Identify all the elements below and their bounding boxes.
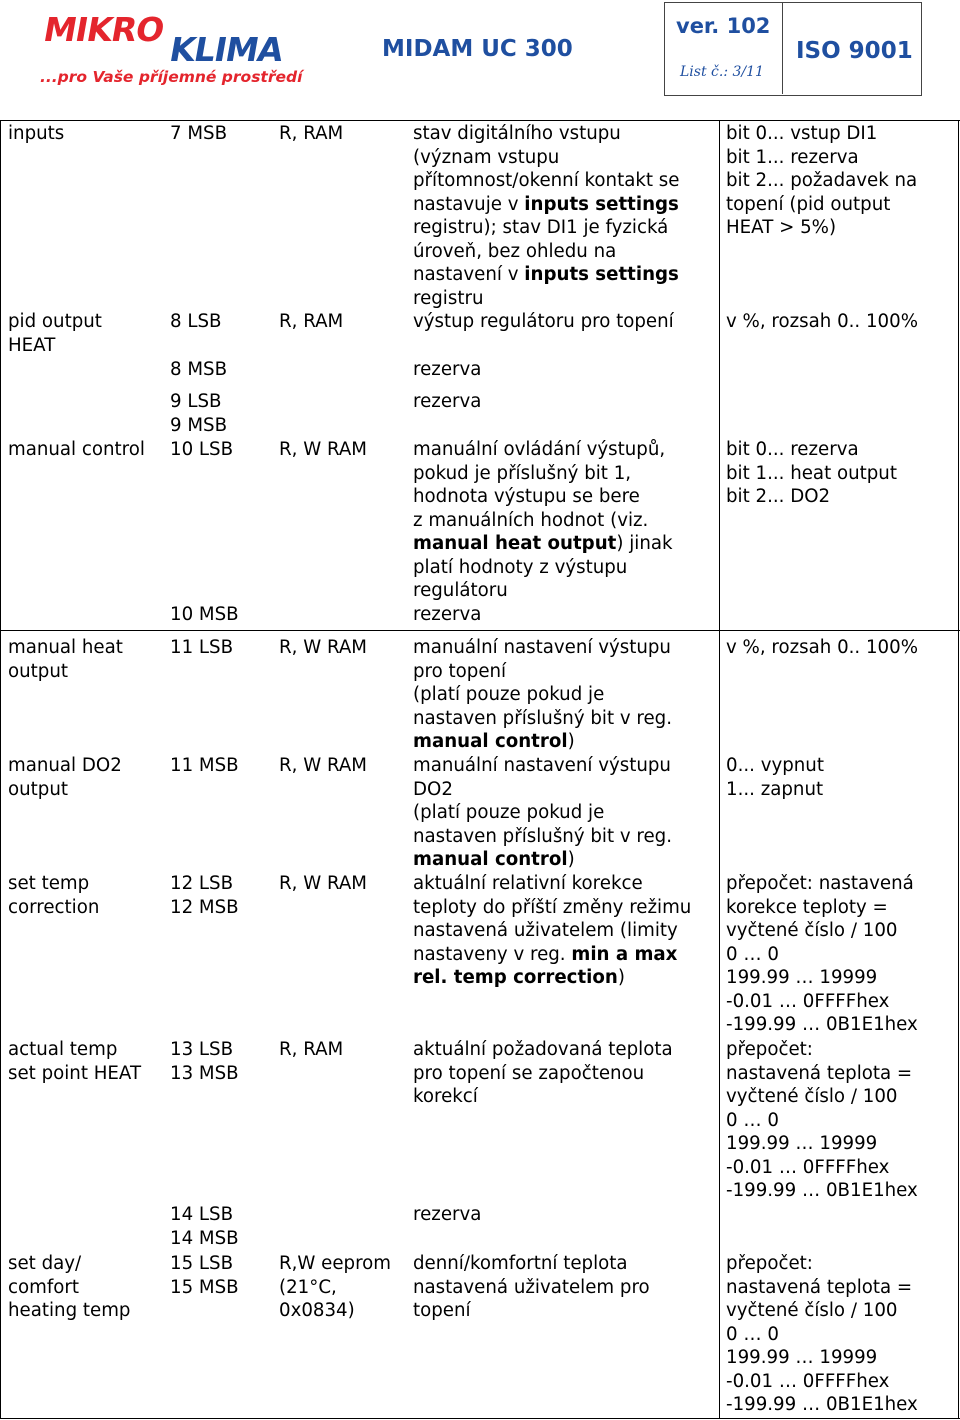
register-description: rezerva bbox=[413, 604, 482, 625]
register-note: přepočet: nastavená teplota = vyčtené číslo / 100 0 … 0 199.99 … 19999 -0.01 … 0FFFFhex -199.99 … 0B1E1hex bbox=[726, 1253, 918, 1415]
register-access: R, RAM bbox=[279, 1039, 344, 1060]
register-access: R, W RAM bbox=[279, 637, 367, 658]
register-description: manuální nastavení výstupu DO2 (platí pouze pokud je nastaven příslušný bit v reg. manual control) bbox=[413, 755, 673, 870]
register-name: manual heat output bbox=[8, 637, 123, 682]
register-byte: 9 LSB 9 MSB bbox=[170, 391, 228, 436]
register-note: v %, rozsah 0.. 100% bbox=[726, 637, 918, 658]
register-name: actual temp set point HEAT bbox=[8, 1039, 142, 1084]
table-row-reserve-14 bbox=[0, 1203, 960, 1251]
register-access: R, W RAM bbox=[279, 439, 367, 460]
register-access: R,W eeprom (21°C, 0x0834) bbox=[279, 1253, 392, 1321]
register-description: rezerva bbox=[413, 359, 482, 380]
register-byte: 8 LSB bbox=[170, 311, 222, 332]
register-description: výstup regulátoru pro topení bbox=[413, 311, 674, 332]
table-row-reserve-8msb bbox=[0, 358, 960, 382]
register-byte: 13 LSB 13 MSB bbox=[170, 1039, 239, 1084]
register-description: aktuální relativní korekce teploty do příští změny režimu nastavená uživatelem (limity nastaveny v reg. min a max rel. temp correction) bbox=[413, 873, 692, 988]
logo-brand-part1: MIKRO bbox=[40, 10, 167, 49]
register-byte: 11 LSB bbox=[170, 637, 234, 658]
register-byte: 11 MSB bbox=[170, 755, 239, 776]
register-note: přepočet: nastavená korekce teploty = vyčtené číslo / 100 0 … 0 199.99 … 19999 -0.01 … 0FFFFhex -199.99 … 0B1E1hex bbox=[726, 873, 918, 1035]
register-description: aktuální požadovaná teplota pro topení se započtenou korekcí bbox=[413, 1039, 673, 1107]
register-byte: 10 MSB bbox=[170, 604, 239, 625]
register-description: rezerva bbox=[413, 1204, 482, 1225]
table-border-top bbox=[0, 120, 960, 121]
register-note: 0... vypnut 1... zapnut bbox=[726, 755, 824, 800]
register-byte: 10 LSB bbox=[170, 439, 234, 460]
register-access: R, W RAM bbox=[279, 873, 367, 894]
register-description: manuální nastavení výstupu pro topení (platí pouze pokud je nastaven příslušný bit v reg. manual control) bbox=[413, 637, 673, 752]
page-header bbox=[0, 0, 960, 120]
register-name: set temp correction bbox=[8, 873, 100, 918]
logo-brand-part2: KLIMA bbox=[166, 30, 286, 69]
register-description: denní/komfortní teplota nastavená uživatelem pro topení bbox=[413, 1253, 650, 1321]
table-row-manual-heat-output bbox=[0, 636, 960, 754]
version-box-divider bbox=[782, 2, 783, 94]
register-description: stav digitálního vstupu (význam vstupu přítomnost/okenní kontakt se nastavuje v inputs settings registru); stav DI1 je fyzická úroveň, bez ohledu na nastavení v inputs settings registru bbox=[413, 123, 680, 309]
register-byte: 15 LSB 15 MSB bbox=[170, 1253, 239, 1298]
register-note: bit 0... vstup DI1 bit 1... rezerva bit 2... požadavek na topení (pid output HEAT > 5%) bbox=[726, 123, 918, 238]
register-name: manual control bbox=[8, 439, 145, 460]
table-row-manual-do2-output bbox=[0, 754, 960, 872]
register-name: inputs bbox=[8, 123, 65, 144]
sheet-number: List č.: 3/11 bbox=[680, 64, 764, 80]
register-byte: 7 MSB bbox=[170, 123, 228, 144]
product-name: MIDAM UC 300 bbox=[382, 36, 573, 62]
table-row-set-temp-correction bbox=[0, 872, 960, 1038]
table-row-reserve-10msb bbox=[0, 603, 960, 627]
register-name: pid output HEAT bbox=[8, 311, 102, 356]
register-byte: 12 LSB 12 MSB bbox=[170, 873, 239, 918]
register-note: v %, rozsah 0.. 100% bbox=[726, 311, 918, 332]
register-byte: 8 MSB bbox=[170, 359, 228, 380]
table-row-actual-temp-set-point bbox=[0, 1038, 960, 1204]
register-access: R, RAM bbox=[279, 311, 344, 332]
register-byte: 14 LSB 14 MSB bbox=[170, 1204, 239, 1249]
register-description: rezerva bbox=[413, 391, 482, 412]
iso-label: ISO 9001 bbox=[796, 38, 913, 64]
register-name: manual DO2 output bbox=[8, 755, 122, 800]
table-border-bottom bbox=[0, 1418, 960, 1419]
table-row-manual-control bbox=[0, 438, 960, 602]
register-table bbox=[0, 120, 960, 1420]
table-row-reserve-9 bbox=[0, 390, 960, 438]
company-logo bbox=[40, 8, 303, 90]
register-note: bit 0... rezerva bit 1... heat output bit 2... DO2 bbox=[726, 439, 897, 507]
table-row-set-day-comfort bbox=[0, 1252, 960, 1418]
register-note: přepočet: nastavená teplota = vyčtené číslo / 100 0 … 0 199.99 … 19999 -0.01 … 0FFFFhex -199.99 … 0B1E1hex bbox=[726, 1039, 918, 1201]
register-access: R, W RAM bbox=[279, 755, 367, 776]
version-label: ver. 102 bbox=[676, 14, 771, 38]
table-row-pid-output bbox=[0, 310, 960, 358]
register-description: manuální ovládání výstupů, pokud je příslušný bit 1, hodnota výstupu se bere z manuálních hodnot (viz. manual heat output) jinak platí hodnoty z výstupu regulátoru bbox=[413, 439, 673, 601]
register-access: R, RAM bbox=[279, 123, 344, 144]
logo-slogan: ...pro Vaše příjemné prostředí bbox=[40, 68, 303, 86]
register-name: set day/ comfort heating temp bbox=[8, 1253, 131, 1321]
table-row-inputs bbox=[0, 122, 960, 308]
table-row-divider bbox=[0, 630, 960, 631]
